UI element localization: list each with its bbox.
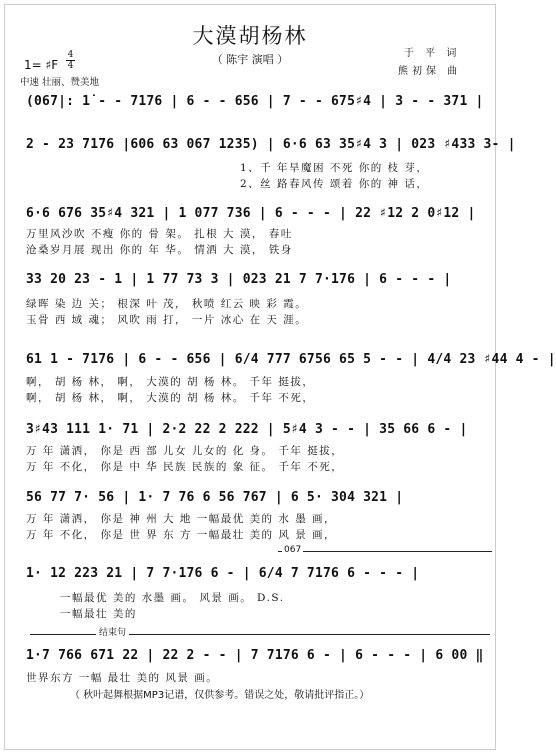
lyric-row-9: 世界东方 一幅 最壮 美的 风景 画。 bbox=[26, 672, 219, 684]
repeat-bracket-label: 067 bbox=[284, 545, 302, 555]
song-title: 大漠胡杨林 bbox=[192, 24, 308, 48]
time-sig-top: 4 bbox=[67, 50, 74, 60]
lyric-row-8-verse-1: 一幅最优 美的 水墨 画。 风景 画。 D.S. bbox=[60, 592, 285, 604]
lyric-row-4-verse-2: 玉骨 西 域 魂； 风吹 雨 打， 一片 冰心 在 天 涯。 bbox=[26, 314, 308, 326]
lyricist-credit: 于 平 词 bbox=[404, 48, 461, 59]
footer-note: （ 秋叶起舞根据MP3记谱，仅供参考。错误之处，敬请批评指正。） bbox=[70, 690, 370, 701]
lyric-row-6-verse-2: 万 年 不化， 你是 中 华 民族 民族的 象 征。 千年 不死， bbox=[26, 461, 344, 473]
lyric-row-6-verse-1: 万 年 潇洒， 你是 西 部 儿女 儿女的 化 身。 千年 挺拔， bbox=[26, 445, 344, 457]
lyric-row-2-verse-2: 2、丝 路春风传 颂着 你的 神 话， bbox=[240, 178, 429, 190]
time-signature bbox=[66, 50, 75, 71]
lyric-row-7-verse-2: 万 年 不化， 你是 世 界 东 方 一幅最壮 美的 风 景 画， bbox=[26, 529, 337, 541]
composer-credit: 熊初保 曲 bbox=[398, 66, 462, 77]
lyric-row-5-verse-2: 啊， 胡 杨 林， 啊， 大漠的 胡 杨 林。 千年 不死， bbox=[26, 392, 315, 404]
notation-row-3: 6·6 676 35♯4 321 | 1 077 736 | 6 - - - | 22 ♯12 2 0♯12 | bbox=[26, 206, 476, 221]
song-subtitle: （ 陈宇 演唱 ） bbox=[211, 53, 289, 66]
key-signature: 1= ♯F bbox=[24, 58, 59, 72]
lyric-row-8-verse-2: 一幅最壮 美的 bbox=[60, 608, 137, 620]
notation-row-7: 56 77 7· 56 | 1· 7 76 6 56 767 | 6 5· 304 321 | bbox=[26, 490, 404, 505]
time-sig-bottom: 4 bbox=[67, 61, 74, 71]
repeat-bracket-line bbox=[278, 551, 492, 552]
lyric-row-5-verse-1: 啊， 胡 杨 林， 啊， 大漠的 胡 杨 林。 千年 挺拔， bbox=[26, 376, 315, 388]
notation-row-9: 1·7 766 671 22 | 22 2 - - | 7 7176 6 - | 6 - - - | 6 00 ‖ bbox=[26, 648, 484, 663]
notation-row-2: 2 - 23 7176 |606 63 067 1235) | 6·6 63 35♯4 3 | 023 ♯433 3- | bbox=[26, 137, 516, 152]
notation-row-1: (067|: 1̇ - - 7176 | 6 - - 656 | 7 - - 675♯4 | 3 - - 371 | bbox=[26, 94, 484, 109]
lyric-row-4-verse-1: 绿晖 染 边 关； 根深 叶 茂， 秋喷 红云 映 彩 霞。 bbox=[26, 298, 308, 310]
tempo-marking: 中速 壮丽、赞美地 bbox=[20, 77, 100, 88]
notation-row-5: 61 1 - 7176 | 6 - - 656 | 6/4 777 6756 65 5 - - | 4/4 23 ♯44 4 - | bbox=[26, 352, 556, 367]
ending-bracket-label: 结束句 bbox=[96, 625, 129, 638]
notation-row-4: 33 20 23 - 1 | 1 77 73 3 | 023 21 7 7·176 | 6 - - - | bbox=[26, 272, 452, 287]
lyric-row-3-verse-2: 沧桑岁月展 现出 你的 年 华。 情洒 大 漠， 铁身 bbox=[26, 244, 293, 256]
lyric-row-3-verse-1: 万里风沙吹 不瘦 你的 骨 架。 扎根 大 漠， 春吐 bbox=[26, 228, 293, 240]
notation-row-8: 1· 12 223 21 | 7 7·176 6 - | 6/4 7 7176 6 - - - | bbox=[26, 566, 420, 581]
lyric-row-7-verse-1: 万 年 潇洒， 你是 神 州 大 地 一幅最优 美的 水 墨 画， bbox=[26, 513, 337, 525]
notation-row-6: 3♯43 111 1· 71 | 2·2 22 2 222 | 5♯4 3 - - | 35 66 6 - | bbox=[26, 422, 468, 437]
lyric-row-2-verse-1: 1、千 年旱魔困 不死 你的 枝 芽， bbox=[240, 162, 429, 174]
